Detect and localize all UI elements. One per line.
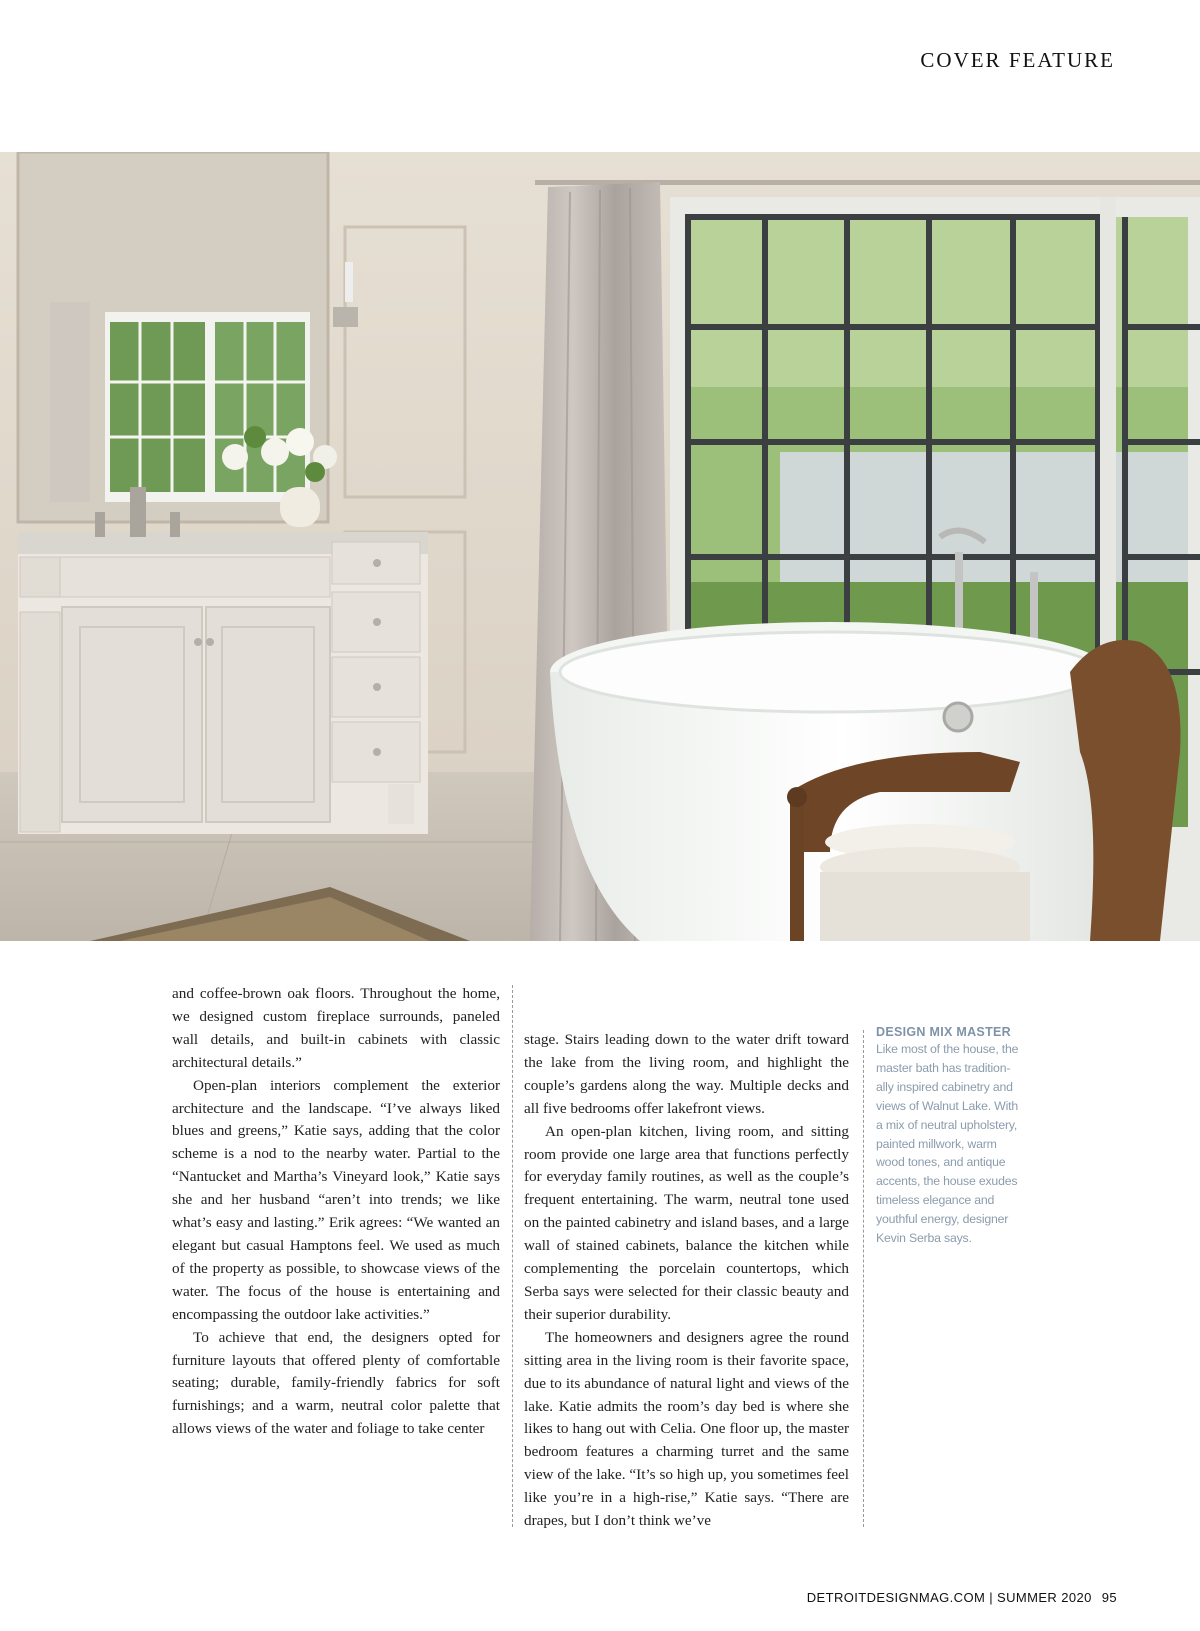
column-divider	[512, 985, 513, 1527]
column1-paragraph-1: and coffee-brown oak floors. Throughout the home, we designed custom fireplace surrounds, paneled wall details, and built-in cabinets with classic architectural details.”	[172, 985, 500, 1071]
article-column-1	[172, 983, 500, 1441]
column2-paragraph-3: The homeowners and designers agree the round sitting area in the living room is their favorite space, due to its abundance of natural light and views of the lake. Katie admits the room’s day bed is where she likes to hang out with Celia. One floor up, the master bedroom features a charming turret and the same view of the lake. “It’s so high up, you sometimes feel like you’re in a high-rise,” Katie says. “There are drapes, but I don’t think we’ve	[524, 1328, 849, 1530]
bathroom-photo	[0, 152, 1200, 941]
sidebar-divider	[863, 1030, 864, 1527]
column1-paragraph-3: To achieve that end, the designers opted for furniture layouts that offered plenty of comfortable seating; durable, family-friendly fabrics for soft furnishings; and a warm, neutral color palette that allows views of the water and foliage to take center	[172, 1328, 500, 1438]
page-number: 95	[1101, 1590, 1117, 1605]
page-footer	[807, 1590, 1117, 1605]
sidebar-body: Like most of the house, the master bath has tradition-ally inspired cabinetry and views of Walnut Lake. With a mix of neutral upholstery, painted millwork, warm wood tones, and antique accents, the house exudes timeless elegance and youthful energy, designer Kevin Serba says.	[876, 1042, 1019, 1246]
photo-caption-sidebar	[876, 1025, 1026, 1248]
article-column-2	[524, 1029, 849, 1533]
sidebar-title: DESIGN MIX MASTER	[876, 1025, 1011, 1039]
footer-site-issue: DETROITDESIGNMAG.COM | SUMMER 2020	[806, 1590, 1092, 1605]
column2-paragraph-1: stage. Stairs leading down to the water drift toward the lake from the living room, and highlight the couple’s gardens along the way. Multiple decks and all five bedrooms offer lakefront views.	[524, 1031, 849, 1117]
column2-paragraph-2: An open-plan kitchen, living room, and sitting room provide one large area that functions perfectly for everyday family routines, as well as the couple’s frequent entertaining. The warm, neutral tone used on the painted cabinetry and island bases, and a large wall of stained cabinets, balance the kitchen while complementing the porcelain countertops, which Serba says were selected for their classic beauty and their superior durability.	[524, 1122, 849, 1323]
column1-paragraph-2: Open-plan interiors complement the exterior architecture and the landscape. “I’ve always liked blues and greens,” Katie says, adding that the color scheme is a nod to the nearby water. Partial to the “Nantucket and Martha’s Vineyard look,” Katie says she and her husband “aren’t into trends; we like what’s easy and lasting.” Erik agrees: “We wanted an elegant but casual Hamptons feel. We used as much of the property as possible, to showcase views of the water. The focus of the house is entertaining and encompassing the outdoor lake activities.”	[172, 1076, 500, 1323]
section-label: COVER FEATURE	[920, 48, 1115, 72]
